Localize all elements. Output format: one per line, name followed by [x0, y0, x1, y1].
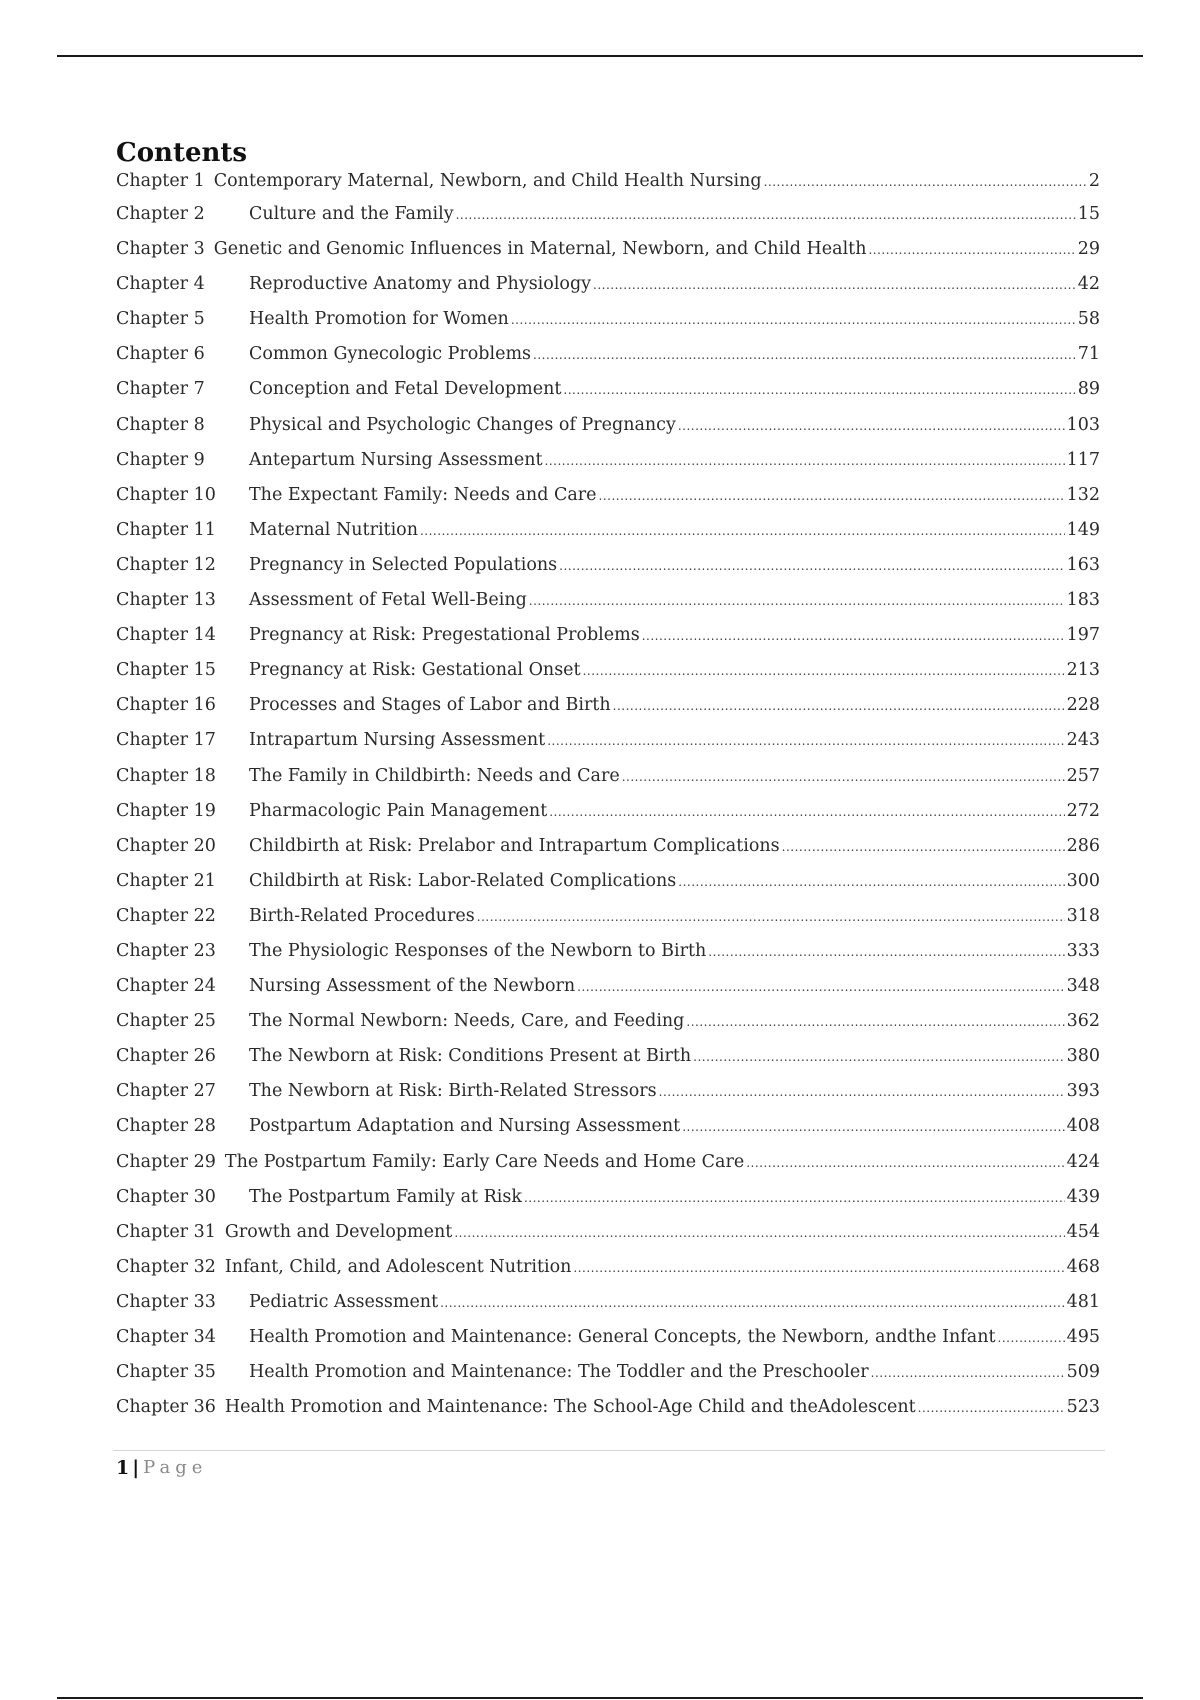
toc-entry[interactable]	[116, 1045, 1100, 1080]
toc-entry[interactable]	[116, 203, 1100, 238]
toc-dot-leader	[456, 203, 1076, 226]
toc-chapter-title: Assessment of Fetal Well-Being	[249, 590, 527, 611]
toc-chapter-label: Chapter 31	[116, 1221, 216, 1242]
toc-chapter-label: Chapter 9	[116, 449, 205, 470]
toc-entry[interactable]	[116, 729, 1100, 764]
toc-dot-leader	[577, 975, 1064, 998]
toc-chapter-label: Chapter 13	[116, 590, 216, 611]
toc-dot-leader	[764, 170, 1087, 193]
toc-dot-leader	[454, 1221, 1064, 1244]
toc-dot-leader	[563, 378, 1075, 401]
toc-entry[interactable]	[116, 1291, 1100, 1326]
toc-chapter-label: Chapter 36	[116, 1397, 216, 1418]
toc-page-number: 495	[1066, 1327, 1100, 1347]
toc-dot-leader	[918, 1396, 1065, 1419]
toc-dot-leader	[529, 589, 1065, 612]
toc-dot-leader	[693, 1045, 1064, 1068]
toc-chapter-label: Chapter 27	[116, 1081, 216, 1102]
toc-chapter-title: Health Promotion for Women	[249, 309, 509, 330]
toc-chapter-title: The Newborn at Risk: Birth-Related Stressors	[249, 1081, 657, 1102]
toc-page-number: 393	[1066, 1081, 1100, 1102]
toc-dot-leader	[622, 765, 1065, 788]
toc-page-number: 509	[1066, 1362, 1100, 1383]
toc-page-number: 117	[1066, 449, 1100, 470]
toc-chapter-title: Maternal Nutrition	[249, 519, 418, 540]
toc-dot-leader	[593, 273, 1076, 296]
toc-entry[interactable]	[116, 800, 1100, 835]
toc-page-number: 333	[1066, 940, 1100, 961]
toc-chapter-label: Chapter 19	[116, 800, 216, 821]
toc-page-number: 257	[1066, 765, 1100, 786]
toc-chapter-label: Chapter 18	[116, 765, 216, 786]
toc-dot-leader	[678, 414, 1065, 437]
toc-entry[interactable]	[116, 1010, 1100, 1045]
bottom-rule	[57, 1697, 1143, 1699]
toc-dot-leader	[613, 694, 1065, 717]
toc-dot-leader	[549, 800, 1064, 823]
toc-dot-leader	[998, 1326, 1065, 1349]
toc-chapter-title: Contemporary Maternal, Newborn, and Child Health Nursing	[213, 171, 762, 191]
toc-page-number: 29	[1077, 239, 1100, 260]
toc-dot-leader	[708, 940, 1064, 963]
toc-page-number: 15	[1077, 204, 1100, 224]
toc-entry[interactable]	[116, 170, 1100, 203]
toc-dot-leader	[642, 624, 1065, 647]
toc-dot-leader	[659, 1080, 1065, 1103]
toc-chapter-label: Chapter 29	[116, 1151, 216, 1172]
toc-page-number: 163	[1066, 554, 1100, 575]
toc-dot-leader	[545, 449, 1065, 472]
toc-chapter-label: Chapter 26	[116, 1046, 216, 1067]
toc-entry[interactable]	[116, 1115, 1100, 1150]
toc-chapter-title: Nursing Assessment of the Newborn	[249, 976, 576, 997]
toc-entry[interactable]	[116, 975, 1100, 1010]
toc-chapter-title: Childbirth at Risk: Labor-Related Complications	[249, 870, 677, 891]
toc-chapter-title: Health Promotion and Maintenance: The School-Age Child and theAdolescent	[224, 1397, 916, 1418]
toc-chapter-title: Culture and the Family	[249, 204, 454, 224]
toc-chapter-label: Chapter 17	[116, 730, 216, 751]
toc-page-number: 380	[1066, 1046, 1100, 1067]
toc-page-number: 42	[1077, 274, 1100, 295]
toc-page-number: 348	[1066, 976, 1100, 997]
toc-chapter-label: Chapter 20	[116, 835, 216, 856]
toc-chapter-title: Conception and Fetal Development	[249, 379, 562, 400]
toc-page-number: 362	[1066, 1011, 1100, 1032]
toc-chapter-label: Chapter 3	[116, 239, 205, 260]
toc-page-number: 132	[1066, 484, 1100, 505]
toc-dot-leader	[599, 484, 1065, 507]
toc-page-number: 523	[1066, 1397, 1100, 1418]
toc-page-number: 228	[1066, 695, 1100, 716]
footer-page-number: 1	[116, 1457, 130, 1479]
toc-dot-leader	[678, 870, 1064, 893]
toc-page-number: 183	[1066, 590, 1100, 611]
toc-chapter-title: Pregnancy at Risk: Pregestational Problems	[249, 625, 640, 646]
toc-entry[interactable]	[116, 273, 1100, 308]
toc-chapter-label: Chapter 1	[116, 171, 205, 191]
toc-page-number: 149	[1066, 519, 1100, 540]
toc-dot-leader	[682, 1115, 1064, 1138]
toc-chapter-title: Health Promotion and Maintenance: General Concepts, the Newborn, andthe Infant	[249, 1327, 996, 1347]
toc-dot-leader	[573, 1256, 1064, 1279]
toc-chapter-title: Infant, Child, and Adolescent Nutrition	[224, 1256, 572, 1277]
toc-dot-leader	[524, 1186, 1065, 1209]
toc-page-number: 481	[1066, 1291, 1100, 1312]
toc-chapter-title: The Expectant Family: Needs and Care	[249, 484, 597, 505]
toc-dot-leader	[547, 729, 1064, 752]
toc-chapter-label: Chapter 33	[116, 1291, 216, 1312]
toc-dot-leader	[746, 1151, 1064, 1174]
toc-page-number: 468	[1066, 1256, 1100, 1277]
toc-chapter-title: Growth and Development	[224, 1221, 453, 1242]
toc-page-number: 58	[1077, 309, 1100, 330]
toc-chapter-title: The Postpartum Family at Risk	[249, 1186, 522, 1207]
toc-entry[interactable]	[116, 870, 1100, 905]
toc-entry[interactable]	[116, 694, 1100, 729]
toc-chapter-title: The Family in Childbirth: Needs and Care	[249, 765, 620, 786]
toc-dot-leader	[871, 1361, 1065, 1384]
toc-chapter-label: Chapter 23	[116, 940, 216, 961]
toc-chapter-title: Common Gynecologic Problems	[249, 344, 532, 365]
toc-entry[interactable]	[116, 238, 1100, 273]
toc-entry[interactable]	[116, 659, 1100, 694]
toc-dot-leader	[533, 343, 1076, 366]
toc-chapter-label: Chapter 22	[116, 905, 216, 926]
toc-dot-leader	[868, 238, 1075, 261]
toc-dot-leader	[420, 519, 1065, 542]
footer-separator: |	[132, 1457, 140, 1479]
toc-dot-leader	[477, 905, 1065, 928]
toc-entry[interactable]	[116, 308, 1100, 343]
toc-entry[interactable]	[116, 1186, 1100, 1221]
toc-chapter-label: Chapter 8	[116, 414, 205, 435]
document-body	[116, 136, 1100, 1431]
toc-chapter-title: The Newborn at Risk: Conditions Present at Birth	[249, 1046, 692, 1067]
toc-chapter-label: Chapter 14	[116, 625, 216, 646]
toc-entry[interactable]	[116, 1256, 1100, 1291]
toc-chapter-title: Antepartum Nursing Assessment	[249, 449, 543, 470]
toc-chapter-title: Processes and Stages of Labor and Birth	[249, 695, 611, 716]
toc-entry[interactable]	[116, 624, 1100, 659]
toc-chapter-label: Chapter 16	[116, 695, 216, 716]
toc-page-number: 71	[1077, 344, 1100, 365]
toc-page-number: 103	[1066, 414, 1100, 435]
header-rule	[57, 55, 1143, 57]
toc-page-number: 2	[1088, 171, 1100, 191]
toc-dot-leader	[782, 835, 1065, 858]
toc-page-number: 300	[1066, 870, 1100, 891]
toc-chapter-title: The Postpartum Family: Early Care Needs and Home Care	[224, 1151, 745, 1172]
toc-dot-leader	[686, 1010, 1064, 1033]
toc-dot-leader	[583, 659, 1065, 682]
toc-dot-leader	[440, 1291, 1064, 1314]
toc-chapter-title: Intrapartum Nursing Assessment	[249, 730, 546, 751]
toc-entry[interactable]	[116, 1080, 1100, 1115]
toc-page-number: 197	[1066, 625, 1100, 646]
toc-entry[interactable]	[116, 765, 1100, 800]
toc-page-number: 243	[1066, 730, 1100, 751]
toc-chapter-title: Reproductive Anatomy and Physiology	[249, 274, 592, 295]
toc-page-number: 286	[1066, 835, 1100, 856]
toc-page-number: 272	[1066, 800, 1100, 821]
toc-chapter-label: Chapter 4	[116, 274, 205, 295]
toc-entry[interactable]	[116, 589, 1100, 624]
page-footer	[116, 1456, 207, 1480]
toc-entry[interactable]	[116, 940, 1100, 975]
toc-chapter-label: Chapter 34	[116, 1327, 216, 1347]
toc-entry[interactable]	[116, 1221, 1100, 1256]
toc-chapter-title: Postpartum Adaptation and Nursing Assessment	[249, 1116, 681, 1137]
toc-page-number: 439	[1066, 1186, 1100, 1207]
toc-entry[interactable]	[116, 414, 1100, 449]
toc-chapter-title: Physical and Psychologic Changes of Pregnancy	[249, 414, 676, 435]
toc-chapter-title: Genetic and Genomic Influences in Maternal, Newborn, and Child Health	[213, 239, 867, 260]
toc-entry[interactable]	[116, 1396, 1100, 1431]
toc-chapter-label: Chapter 28	[116, 1116, 216, 1137]
toc-chapter-label: Chapter 6	[116, 344, 205, 365]
toc-chapter-label: Chapter 15	[116, 660, 216, 681]
toc-page-number: 454	[1066, 1221, 1100, 1242]
toc-chapter-label: Chapter 10	[116, 484, 216, 505]
toc-entry[interactable]	[116, 1326, 1100, 1361]
toc-chapter-label: Chapter 35	[116, 1362, 216, 1383]
toc-dot-leader	[511, 308, 1076, 331]
contents-heading: Contents	[116, 138, 248, 168]
toc-chapter-label: Chapter 5	[116, 309, 205, 330]
toc-chapter-title: Childbirth at Risk: Prelabor and Intrapartum Complications	[249, 835, 780, 856]
toc-entry[interactable]	[116, 1151, 1100, 1186]
footer-page-word: Page	[143, 1457, 208, 1478]
toc-chapter-label: Chapter 24	[116, 976, 216, 997]
toc-chapter-title: Health Promotion and Maintenance: The Toddler and the Preschooler	[249, 1362, 869, 1383]
toc-entry[interactable]	[116, 835, 1100, 870]
footer-rule	[113, 1450, 1105, 1451]
toc-chapter-title: Pharmacologic Pain Management	[249, 800, 548, 821]
toc-entry[interactable]	[116, 343, 1100, 378]
toc-entry[interactable]	[116, 554, 1100, 589]
toc-chapter-label: Chapter 32	[116, 1256, 216, 1277]
table-of-contents	[116, 170, 1100, 1431]
toc-page-number: 408	[1066, 1116, 1100, 1137]
toc-chapter-label: Chapter 2	[116, 204, 205, 224]
toc-chapter-label: Chapter 12	[116, 554, 216, 575]
toc-page-number: 424	[1066, 1151, 1100, 1172]
toc-chapter-label: Chapter 7	[116, 379, 205, 400]
toc-chapter-title: The Physiologic Responses of the Newborn to Birth	[249, 940, 707, 961]
toc-entry[interactable]	[116, 449, 1100, 484]
toc-chapter-title: Pregnancy in Selected Populations	[249, 554, 558, 575]
toc-entry[interactable]	[116, 905, 1100, 940]
toc-chapter-label: Chapter 25	[116, 1011, 216, 1032]
toc-entry[interactable]	[116, 1361, 1100, 1396]
toc-chapter-title: Pediatric Assessment	[249, 1291, 439, 1312]
toc-dot-leader	[559, 554, 1064, 577]
toc-chapter-title: The Normal Newborn: Needs, Care, and Feeding	[249, 1011, 685, 1032]
toc-page-number: 213	[1066, 660, 1100, 681]
toc-entry[interactable]	[116, 484, 1100, 519]
toc-chapter-label: Chapter 11	[116, 519, 216, 540]
toc-chapter-title: Pregnancy at Risk: Gestational Onset	[249, 660, 581, 681]
toc-chapter-title: Birth-Related Procedures	[249, 905, 475, 926]
toc-entry[interactable]	[116, 519, 1100, 554]
toc-page-number: 318	[1066, 905, 1100, 926]
toc-page-number: 89	[1077, 379, 1100, 400]
toc-chapter-label: Chapter 21	[116, 870, 216, 891]
toc-chapter-label: Chapter 30	[116, 1186, 216, 1207]
toc-entry[interactable]	[116, 378, 1100, 413]
